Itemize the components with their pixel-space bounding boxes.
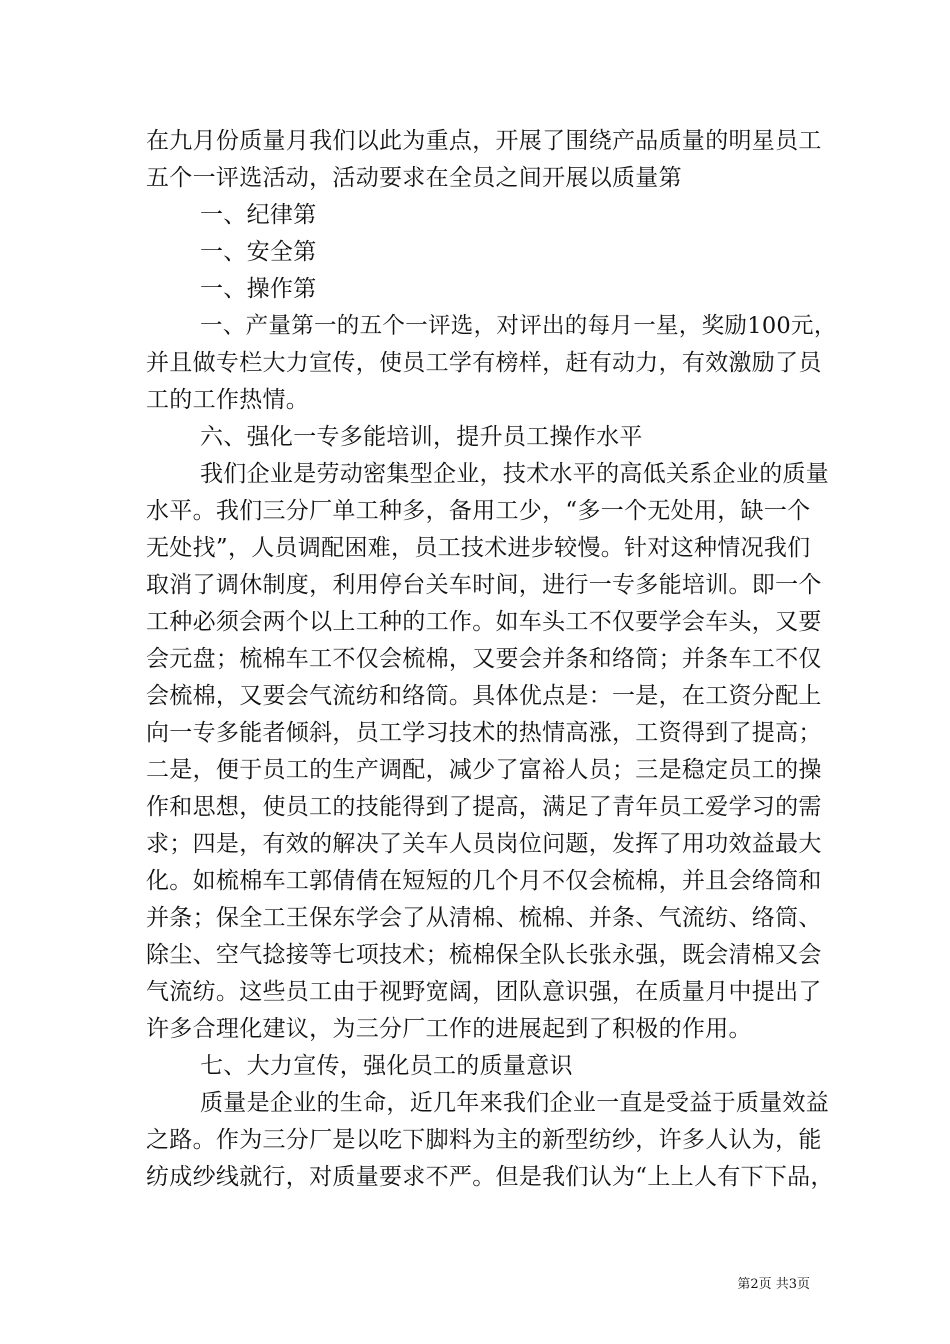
text-line: 工的工作热情。: [146, 387, 310, 413]
text-line: 会梳棉，又要会气流纺和络筒。具体优点是：一是，在工资分配上: [146, 683, 822, 709]
list-item: 一、操作第: [200, 276, 317, 302]
text-line: 在九月份质量月我们以此为重点，开展了围绕产品质量的明星员工: [146, 128, 822, 154]
text-line: 二是，便于员工的生产调配，减少了富裕人员；三是稳定员工的操: [146, 757, 822, 783]
text-line: 五个一评选活动，活动要求在全员之间开展以质量第: [146, 165, 682, 191]
text-line: 并条；保全工王保东学会了从清棉、梳棉、并条、气流纺、络筒、: [146, 905, 822, 931]
list-item: 一、纪律第: [200, 202, 317, 228]
page-number-footer: 第2页 共3页: [737, 1277, 810, 1292]
text-line: 会元盘；梳棉车工不仅会梳棉，又要会并条和络筒；并条车工不仅: [146, 646, 822, 672]
text-line: 向一专多能者倾斜，员工学习技术的热情高涨，工资得到了提高；: [146, 720, 822, 746]
list-item: 一、安全第: [200, 239, 317, 265]
text-line: 作和思想，使员工的技能得到了提高，满足了青年员工爱学习的需: [146, 794, 822, 820]
text-line: 质量是企业的生命，近几年来我们企业一直是受益于质量效益: [200, 1090, 830, 1116]
text-line: 许多合理化建议，为三分厂工作的进展起到了积极的作用。: [146, 1016, 752, 1042]
text-line: 无处找”，人员调配困难，员工技术进步较慢。针对这种情况我们: [146, 535, 811, 561]
text-line: 并且做专栏大力宣传，使员工学有榜样，赶有动力，有效激励了员: [146, 350, 822, 376]
section-heading: 七、大力宣传，强化员工的质量意识: [200, 1053, 573, 1079]
section-heading: 六、强化一专多能培训，提升员工操作水平: [200, 424, 643, 450]
text-line: 我们企业是劳动密集型企业，技术水平的高低关系企业的质量: [200, 461, 830, 487]
list-item: 一、产量第一的五个一评选，对评出的每月一星，奖励100元，: [200, 313, 837, 339]
text-line: 求；四是，有效的解决了关车人员岗位问题，发挥了用功效益最大: [146, 831, 822, 857]
text-line: 水平。我们三分厂单工种多，备用工少，“多一个无处用，缺一个: [146, 498, 811, 524]
text-line: 工种必须会两个以上工种的工作。如车头工不仅要学会车头，又要: [146, 609, 822, 635]
text-line: 纺成纱线就行，对质量要求不严。但是我们认为“上上人有下下品，: [146, 1164, 834, 1190]
text-line: 取消了调休制度，利用停台关车时间，进行一专多能培训。即一个: [146, 572, 822, 598]
text-line: 之路。作为三分厂是以吃下脚料为主的新型纺纱，许多人认为，能: [146, 1127, 822, 1153]
text-line: 除尘、空气捻接等七项技术；梳棉保全队长张永强，既会清棉又会: [146, 942, 822, 968]
text-line: 化。如梳棉车工郭倩倩在短短的几个月不仅会梳棉，并且会络筒和: [146, 868, 822, 894]
text-line: 气流纺。这些员工由于视野宽阔，团队意识强，在质量月中提出了: [146, 979, 822, 1005]
